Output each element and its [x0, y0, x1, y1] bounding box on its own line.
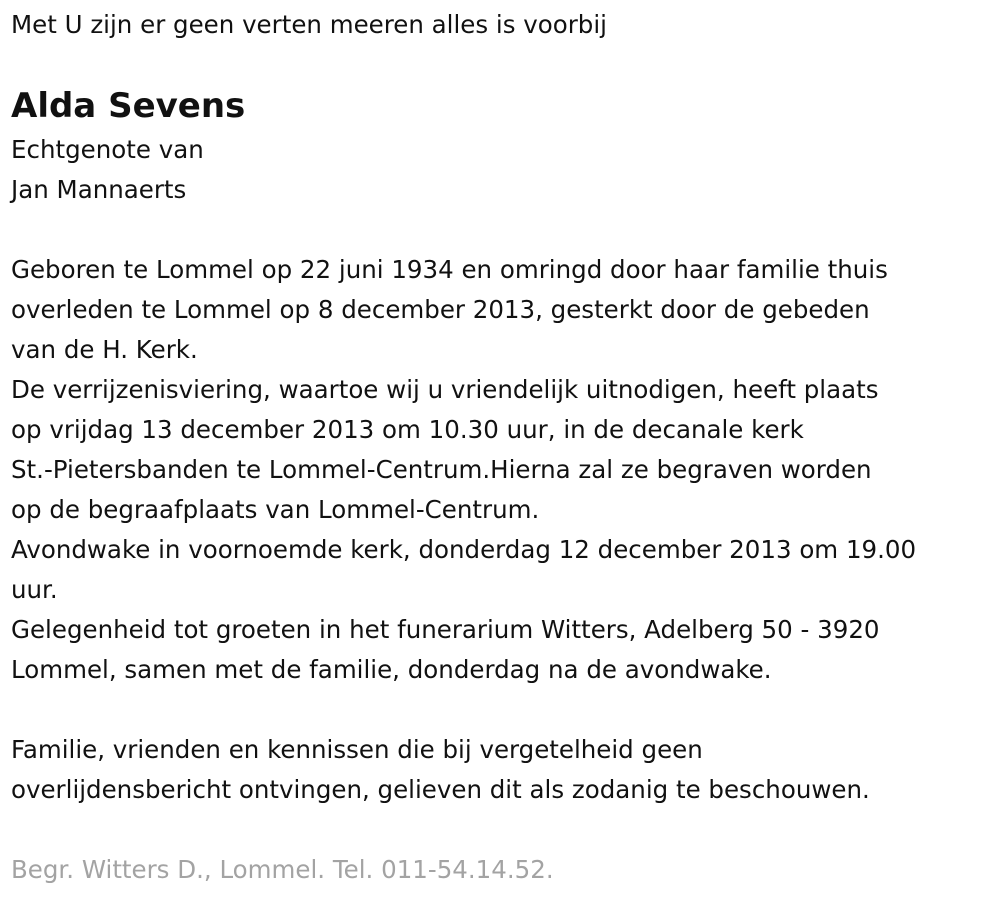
deceased-name: Alda Sevens [11, 86, 246, 126]
closing-line: overlijdensbericht ontvingen, gelieven dit als zodanig te beschouwen. [11, 775, 870, 804]
relation-label: Echtgenote van [11, 135, 204, 164]
spacer [11, 690, 991, 730]
body-line: overleden te Lommel op 8 december 2013, gesterkt door de gebeden [11, 295, 870, 324]
body-line: Gelegenheid tot groeten in het funerarium Witters, Adelberg 50 - 3920 [11, 615, 880, 644]
spacer [11, 810, 991, 850]
body-line: St.-Pietersbanden te Lommel-Centrum.Hierna zal ze begraven worden [11, 455, 872, 484]
body-line: Lommel, samen met de familie, donderdag na de avondwake. [11, 655, 772, 684]
body-line: Avondwake in voornoemde kerk, donderdag 12 december 2013 om 19.00 [11, 535, 917, 564]
body-line: Geboren te Lommel op 22 juni 1934 en omringd door haar familie thuis [11, 255, 888, 284]
body-line: op de begraafplaats van Lommel-Centrum. [11, 495, 540, 524]
motto: Met U zijn er geen verten meeren alles is voorbij [11, 10, 607, 39]
closing-line: Familie, vrienden en kennissen die bij vergetelheid geen [11, 735, 703, 764]
body-line: uur. [11, 575, 58, 604]
notice-body [11, 250, 991, 690]
body-line: op vrijdag 13 december 2013 om 10.30 uur, in de decanale kerk [11, 415, 804, 444]
body-line: van de H. Kerk. [11, 335, 198, 364]
spacer [11, 210, 991, 250]
spouse-name: Jan Mannaerts [11, 175, 187, 204]
death-notice [11, 0, 991, 890]
closing-note [11, 730, 991, 810]
body-line: De verrijzenisviering, waartoe wij u vriendelijk uitnodigen, heeft plaats [11, 375, 879, 404]
undertaker-contact: Begr. Witters D., Lommel. Tel. 011-54.14.52. [11, 855, 554, 884]
